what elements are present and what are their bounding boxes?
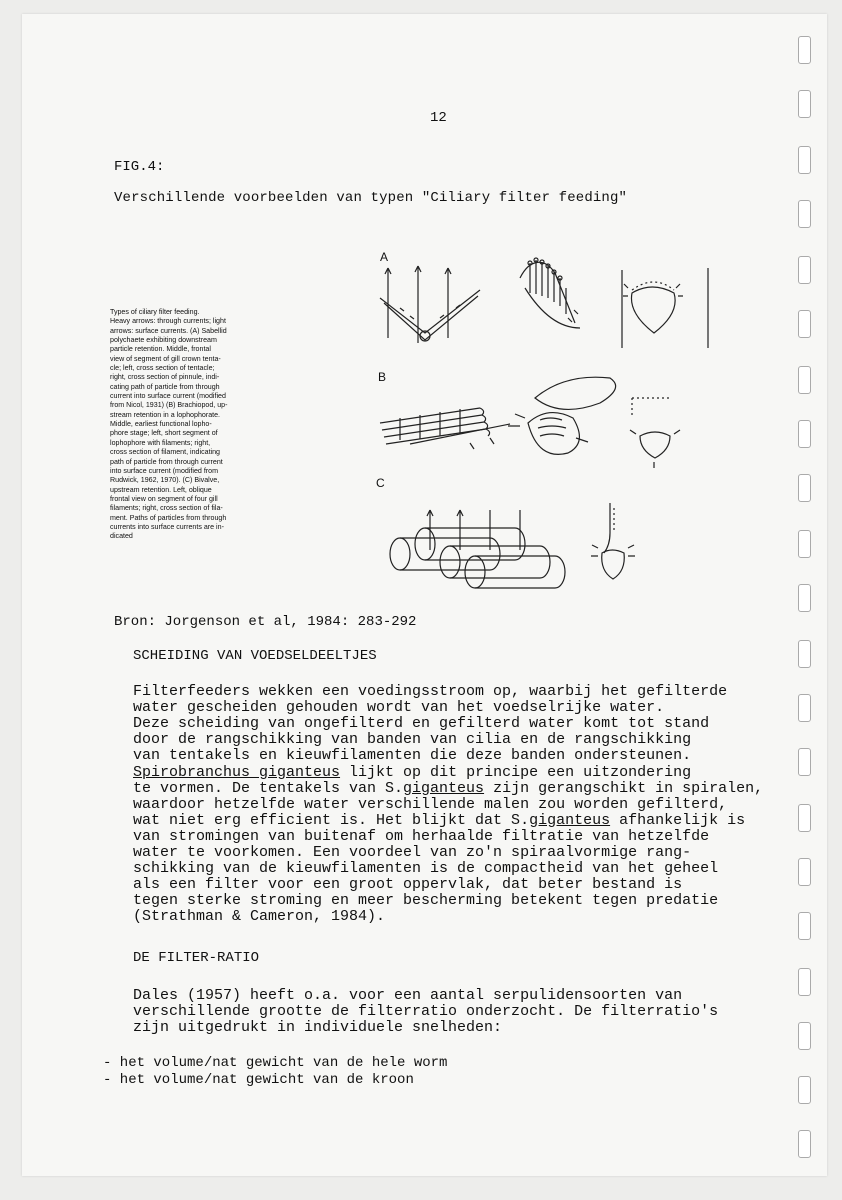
panel-b-filament-cross-section (630, 398, 680, 468)
text-run: van tentakels en kieuwfilamenten die deze banden ondersteunen. (133, 747, 692, 765)
caption-line: Rudwick, 1962, 1970). (C) Bivalve, (110, 476, 220, 485)
binder-ring (798, 474, 811, 502)
text-run: als een filter voor een groot oppervlak, dat beter bestand is (133, 876, 683, 894)
page-number: 12 (430, 110, 447, 126)
binder-ring (798, 146, 811, 174)
figure-illustration (370, 248, 710, 598)
caption-line: lophophore with filaments; right, (110, 438, 211, 447)
caption-line: Types of ciliary filter feeding. (110, 308, 200, 316)
text-run: zijn gerangschikt in spiralen, (484, 779, 764, 797)
caption-line: cle; left, cross section of tentacle; (110, 364, 215, 373)
binder-ring (798, 968, 811, 996)
text-run: schikking van de kieuwfilamenten is de compactheid van het geheel (133, 860, 719, 878)
caption-line: polychaete exhibiting downstream (110, 336, 217, 345)
text-run: wat niet erg efficient is. Het blijkt dat S. (133, 811, 530, 829)
paragraph-line: Dales (1957) heeft o.a. voor een aantal serpulidensoorten van (133, 987, 683, 1004)
paragraph-line (133, 716, 709, 732)
binder-ring (798, 584, 811, 612)
text-run: Filterfeeders wekken een voedingsstroom op, waarbij het gefilterde (133, 683, 728, 700)
caption-line: stream retention in a lophophorate. (110, 410, 221, 419)
paragraph-line (133, 877, 682, 893)
paragraph-line (133, 893, 718, 909)
text-run: water te voorkomen. Een voordeel van zo'n spiraalvormige rang- (133, 844, 692, 861)
caption-line: particle retention. Middle, frontal (110, 345, 211, 354)
paragraph-line (133, 748, 691, 764)
caption-line: cating path of particle from through (110, 382, 220, 391)
caption-line: path of particle from through current (110, 457, 223, 466)
binder-ring (798, 1022, 811, 1050)
caption-line: filaments; right, cross section of fila- (110, 504, 223, 513)
caption-line: frontal view on segment of four gill (110, 494, 218, 503)
panel-a-tentacle-cross-section (380, 266, 480, 343)
caption-line: arrows: surface currents. (A) Sabellid (110, 326, 227, 335)
figure-caption (110, 308, 275, 542)
text-run: water gescheiden gehouden wordt van het voedselrijke water. (133, 699, 665, 717)
panel-label-a: A (380, 250, 389, 264)
source-line: Bron: Jorgenson et al, 1984: 283-292 (114, 614, 417, 630)
caption-line: into surface current (modified from (110, 466, 219, 475)
caption-line: dicated (110, 532, 133, 541)
binder-ring (798, 640, 811, 668)
text-run: door de rangschikking van banden van cilia en de rangschikking (133, 731, 692, 749)
text-run: Deze scheiding van ongefilterd en gefilterd water komt tot stand (133, 715, 710, 733)
binder-ring (798, 694, 811, 722)
paragraph-line (133, 732, 691, 748)
paragraph-line (133, 829, 709, 845)
binder-ring (798, 912, 811, 940)
species-name: Spirobranchus giganteus (133, 763, 341, 781)
text-run: tegen sterke stroming en meer bescherming betekent tegen predatie (133, 892, 719, 910)
binder-ring (798, 420, 811, 448)
paragraph-line (133, 861, 718, 877)
binder-ring (798, 256, 811, 284)
text-run: te vormen. De tentakels van S. (133, 779, 404, 797)
binder-ring (798, 804, 811, 832)
paragraph-line (133, 781, 763, 797)
text-run: lijkt op dit principe een uitzondering (340, 763, 692, 781)
caption-line: from Nicol, 1931) (B) Brachiopod, up- (110, 401, 228, 410)
figure-label: FIG.4: (114, 159, 165, 175)
caption-line: currents into surface currents are in- (110, 522, 224, 531)
caption-line: upstream retention. Left, oblique (110, 485, 212, 494)
paragraph-line: verschillende grootte de filterratio onderzocht. De filterratio's (133, 1003, 719, 1020)
paragraph-line (133, 765, 691, 781)
caption-line: ment. Paths of particles from through (110, 513, 227, 522)
panel-b-brachiopod (508, 377, 616, 454)
paragraph-line (133, 813, 745, 829)
caption-line: Heavy arrows: through currents; light (110, 317, 226, 326)
paragraph-line: zijn uitgedrukt in individuele snelheden: (133, 1019, 503, 1036)
text-run: (Strathman & Cameron, 1984). (133, 908, 386, 926)
caption-line: current into surface current (modified (110, 392, 226, 401)
paragraph-line (133, 684, 727, 700)
paragraph-line (133, 845, 691, 861)
binder-ring (798, 200, 811, 228)
text-run: afhankelijk is (610, 811, 746, 829)
binder-ring (798, 366, 811, 394)
paragraph-line (133, 700, 664, 716)
list-item: - het volume/nat gewicht van de kroon (103, 1072, 414, 1088)
section-heading-filter-ratio: DE FILTER-RATIO (133, 950, 260, 966)
binder-ring (798, 1076, 811, 1104)
caption-line: right, cross section of pinnule, indi- (110, 373, 220, 382)
text-run: waardoor hetzelfde water verschillende malen zou worden gefilterd, (133, 795, 728, 813)
binder-ring (798, 36, 811, 64)
panel-a-pinnule-cross-section (622, 268, 708, 348)
binder-ring (798, 90, 811, 118)
caption-line: view of segment of gill crown tenta- (110, 354, 221, 363)
caption-line: phore stage; left, short segment of (110, 429, 218, 438)
species-name: giganteus (403, 779, 485, 797)
panel-c-bivalve-filaments (390, 510, 565, 588)
species-name: giganteus (529, 811, 611, 829)
paragraph-line (133, 797, 727, 813)
binder-ring (798, 858, 811, 886)
panel-label-b: B (378, 370, 387, 384)
binder-ring (798, 748, 811, 776)
panel-a-gill-crown (520, 258, 580, 328)
text-run: van stromingen van buitenaf om herhaalde filtratie van hetzelfde (133, 827, 710, 845)
figure-title: Verschillende voorbeelden van typen "Ciliary filter feeding" (114, 190, 628, 206)
panel-b-lophophore-filaments (380, 408, 510, 449)
binder-ring (798, 530, 811, 558)
caption-line: cross section of filament, indicating (110, 448, 221, 457)
panel-c-filament-cross-section (591, 503, 635, 579)
binder-ring (798, 1130, 811, 1158)
paragraph-line (133, 909, 385, 925)
section-heading-scheiding: SCHEIDING VAN VOEDSELDEELTJES (133, 648, 377, 664)
list-item: - het volume/nat gewicht van de hele worm (103, 1055, 448, 1071)
caption-line: Middle, earliest functional lopho- (110, 420, 212, 429)
binder-ring (798, 310, 811, 338)
panel-label-c: C (376, 476, 385, 490)
